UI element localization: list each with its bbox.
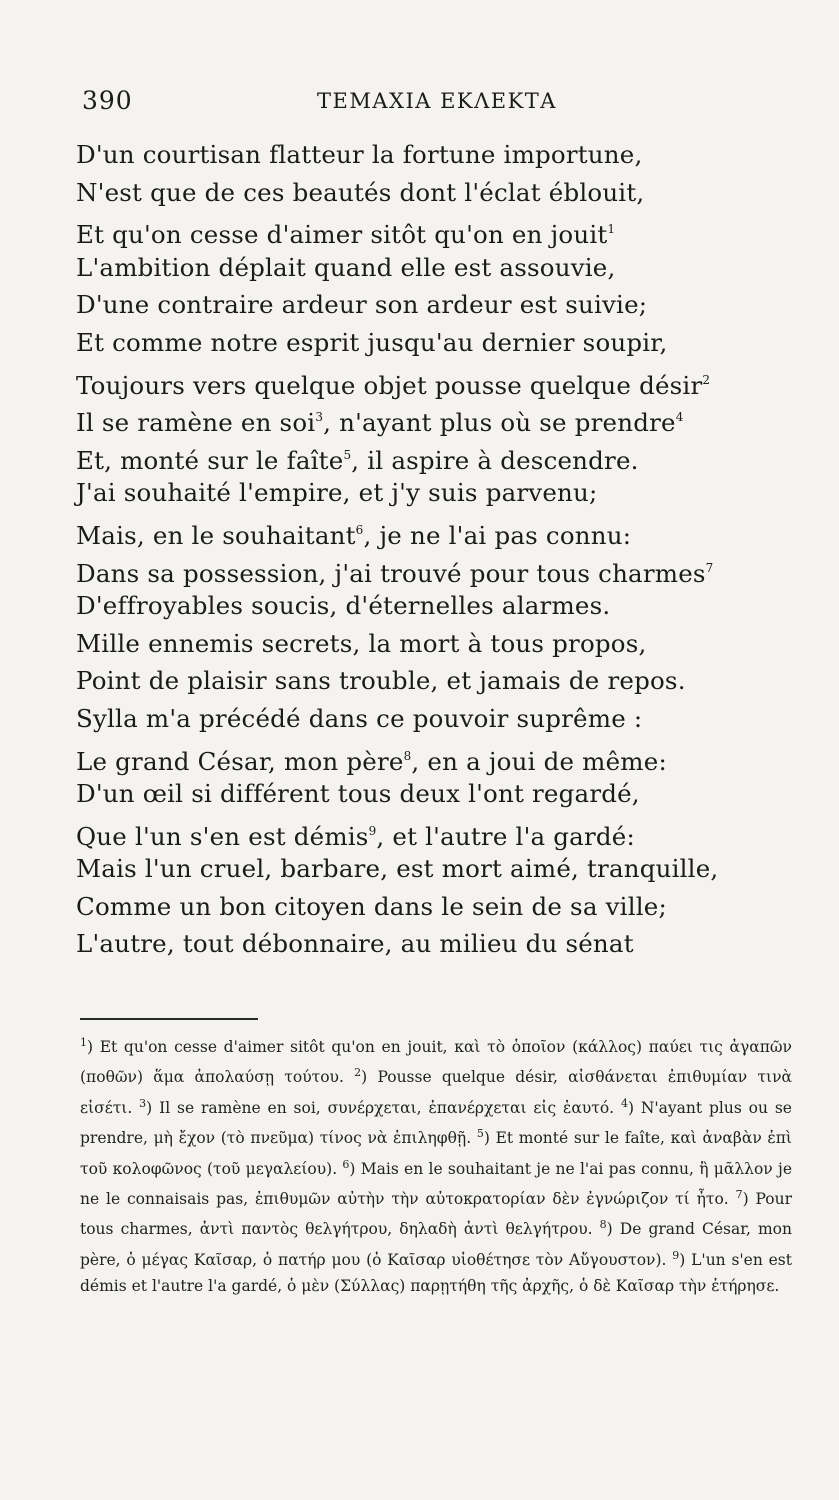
- verse-text: D'une contraire ardeur son ardeur est suivie;: [76, 290, 648, 320]
- verse-text: D'un œil si différent tous deux l'ont regardé,: [76, 779, 640, 809]
- footnote-text: Pousse quelque désir, αἰσθάνεται ἐπιθυμίαν τινὰ εἰσέτι.: [80, 1068, 792, 1117]
- verse-text-continued: , en a joui de même:: [411, 746, 667, 776]
- verse-line: [76, 437, 776, 475]
- footnote-number: 4: [620, 1096, 628, 1110]
- verse-text: Et comme notre esprit jusqu'au dernier soupir,: [76, 327, 668, 357]
- verse-text: Il se ramène en soi: [76, 408, 316, 438]
- verse-line: [76, 813, 776, 851]
- verse-text: Le grand César, mon père: [76, 746, 404, 776]
- verse-text: D'un courtisan flatteur la fortune importune,: [76, 140, 643, 169]
- verse-text: N'est que de ces beautés dont l'éclat éblouit,: [76, 177, 645, 207]
- verse-line: [76, 888, 776, 926]
- verse-line: [76, 512, 776, 550]
- footnote-text: N'ayant plus ou se prendre, μὴ ἔχον (τὸ πνεῦμα) τίνος νὰ ἐπιληφθῇ.: [80, 1098, 792, 1148]
- footnote-number: 6: [342, 1157, 350, 1171]
- footnote-text: Il se ramène en soi, συνέρχεται, ἐπανέρχεται εἰς ἑαυτό.: [159, 1098, 615, 1117]
- verse-line: [76, 211, 776, 249]
- footnote-number: 2: [354, 1066, 362, 1080]
- verse-text: J'ai souhaité l'empire, et j'y suis parvenu;: [76, 478, 598, 508]
- verse-line: [76, 324, 776, 362]
- verse-line: [76, 625, 776, 663]
- verse-text: L'ambition déplait quand elle est assouvie,: [76, 252, 616, 282]
- verse-line: [76, 174, 776, 212]
- verse-block: [76, 136, 776, 963]
- verse-text: Comme un bon citoyen dans le sein de sa ville;: [76, 891, 667, 921]
- footnote-marker: 1: [607, 222, 616, 237]
- verse-line: [76, 587, 776, 625]
- verse-text-continued: , je ne l'ai pas connu:: [363, 520, 632, 550]
- verse-line: [76, 136, 776, 174]
- verse-text: D'effroyables soucis, d'éternelles alarmes.: [76, 591, 611, 621]
- verse-line: [76, 474, 776, 512]
- footnote-text: Mais en le souhaitant je ne l'ai pas connu, ἢ μᾶλλον je ne le connaisais pas, ἐπιθυμῶν αὐτὴν τὴν αὐτοκρατορίαν δὲν ἐγνώριζον τί ἦτο.: [80, 1159, 792, 1209]
- verse-text: Et, monté sur le faîte: [76, 445, 344, 475]
- verse-text: Toujours vers quelque objet pousse quelque désir: [76, 370, 703, 400]
- footnote-text: Et monté sur le faîte, καὶ ἀναβὰν ἐπὶ τοῦ κολοφῶνος (τοῦ μεγαλείου).: [80, 1129, 792, 1178]
- footnote-marker: 5: [343, 447, 352, 462]
- verse-text: Mais l'un cruel, barbare, est mort aimé, tranquille,: [76, 854, 719, 884]
- running-title: ΤΕΜΑΧΙΑ ΕΚΛΕΚΤΑ: [317, 89, 557, 113]
- verse-line: [76, 362, 776, 400]
- verse-line: [76, 700, 776, 738]
- footnote-number: 5: [476, 1127, 484, 1141]
- verse-line: [76, 550, 776, 588]
- footnote-number: 3: [139, 1096, 147, 1110]
- verse-line: [76, 925, 776, 963]
- verse-line: [76, 399, 776, 437]
- footnote-text: De grand César, mon père, ὁ μέγας Καῖσαρ, ὁ πατήρ μου (ὁ Καῖσαρ υἱοθέτησε τὸν Αὔγουστον).: [80, 1220, 792, 1269]
- verse-text: L'autre, tout débonnaire, au milieu du sénat: [76, 929, 634, 959]
- page-header: [82, 86, 752, 126]
- verse-text-continued: , il aspire à descendre.: [351, 445, 639, 475]
- footnote-marker: 2: [702, 372, 711, 387]
- footnote-marker: 3: [315, 410, 324, 425]
- footnotes-block: [80, 1030, 792, 1300]
- verse-line: [76, 249, 776, 287]
- verse-text: Mille ennemis secrets, la mort à tous propos,: [76, 628, 647, 658]
- verse-text: Mais, en le souhaitant: [76, 520, 356, 550]
- footnote-marker: 6: [355, 522, 364, 537]
- verse-text-continued: , n'ayant plus où se prendre: [323, 408, 676, 438]
- footnote-text: Pour tous charmes, ἀντὶ παντὸς θελγήτρου, δηλαδὴ ἀντὶ θελγήτρου.: [80, 1190, 793, 1239]
- footnote-text: Et qu'on cesse d'aimer sitôt qu'on en jouit, καὶ τὸ ὁποῖον (κάλλος) παύει τις ἀγαπῶν (ποθῶν) ἅμα ἀπολαύσῃ τούτου.: [80, 1038, 792, 1087]
- footnotes-paragraph: $^1$) Et qu'on cesse d'aimer sitôt qu'on en jouit, καὶ τὸ ὁποῖον (κάλλος) παύει τις ἀγαπῶν (ποθῶν) ἅμα ἀπολαύσῃ τούτου. $^2$) Pousse quelque désir, αἰσθάνεται ἐπιθυμίαν τινὰ εἰσέτι. $^3$) Il se ramène en soi, συνέρχεται, ἐπανέρχεται εἰς ἑαυτό. $^4$) N'ayant plus ou se prendre, μὴ ἔχον (τὸ πνεῦμα) τίνος νὰ ἐπιληφθῇ. $^5$) Et monté sur le faîte, καὶ ἀναβὰν ἐπὶ τοῦ κολοφῶνος (τοῦ μεγαλείου). $^6$) Mais en le souhaitant je ne l'ai pas connu, ἢ μᾶλλον je ne le connaisais pas, ἐπιθυμῶν αὐτὴν τὴν αὐτοκρατορίαν δὲν ἐγνώριζον τί ἦτο. $^7$) Pour tous charmes, ἀντὶ παντὸς θελγήτρου, δηλαδὴ ἀντὶ θελγήτρου. $^8$) De grand César, mon père, ὁ μέγας Καῖσαρ, ὁ πατήρ μου (ὁ Καῖσαρ υἱοθέτησε τὸν Αὔγουστον). $^9$) L'un s'en est démis et l'autre l'a gardé, ὁ μὲν (Σύλλας) παρῃτήθη τῆς ἀρχῆς, ὁ δὲ Καῖσαρ τὴν ἐτήρησε.: [80, 1036, 793, 1296]
- footnote-number: 1: [80, 1036, 87, 1049]
- footnote-marker: 9: [368, 823, 377, 838]
- verse-text-continued: , et l'autre l'a gardé:: [376, 821, 635, 851]
- verse-text: Point de plaisir sans trouble, et jamais de repos.: [76, 666, 686, 696]
- verse-text: Que l'un s'en est démis: [76, 821, 369, 851]
- footnote-text: L'un s'en est démis et l'autre l'a gardé, ὁ μὲν (Σύλλας) παρῃτήθη τῆς ἀρχῆς, ὁ δὲ Καῖσαρ τὴν ἐτήρησε.: [80, 1250, 792, 1296]
- footnote-number: 7: [735, 1188, 743, 1202]
- verse-line: [76, 286, 776, 324]
- footnote-marker: 7: [705, 560, 714, 575]
- footnote-divider: [80, 1018, 258, 1020]
- verse-text: Et qu'on cesse d'aimer sitôt qu'on en jouit: [76, 220, 608, 250]
- footnote-number: 9: [672, 1248, 680, 1262]
- verse-line: [76, 850, 776, 888]
- verse-line: [76, 662, 776, 700]
- page-number: 390: [82, 86, 133, 115]
- verse-line: [76, 738, 776, 776]
- footnote-marker: 4: [675, 410, 684, 425]
- verse-text: Sylla m'a précédé dans ce pouvoir suprême :: [76, 703, 643, 733]
- verse-text: Dans sa possession, j'ai trouvé pour tous charmes: [76, 558, 706, 588]
- footnote-number: 8: [599, 1218, 607, 1232]
- verse-line: [76, 775, 776, 813]
- footnote-marker: 8: [403, 748, 412, 763]
